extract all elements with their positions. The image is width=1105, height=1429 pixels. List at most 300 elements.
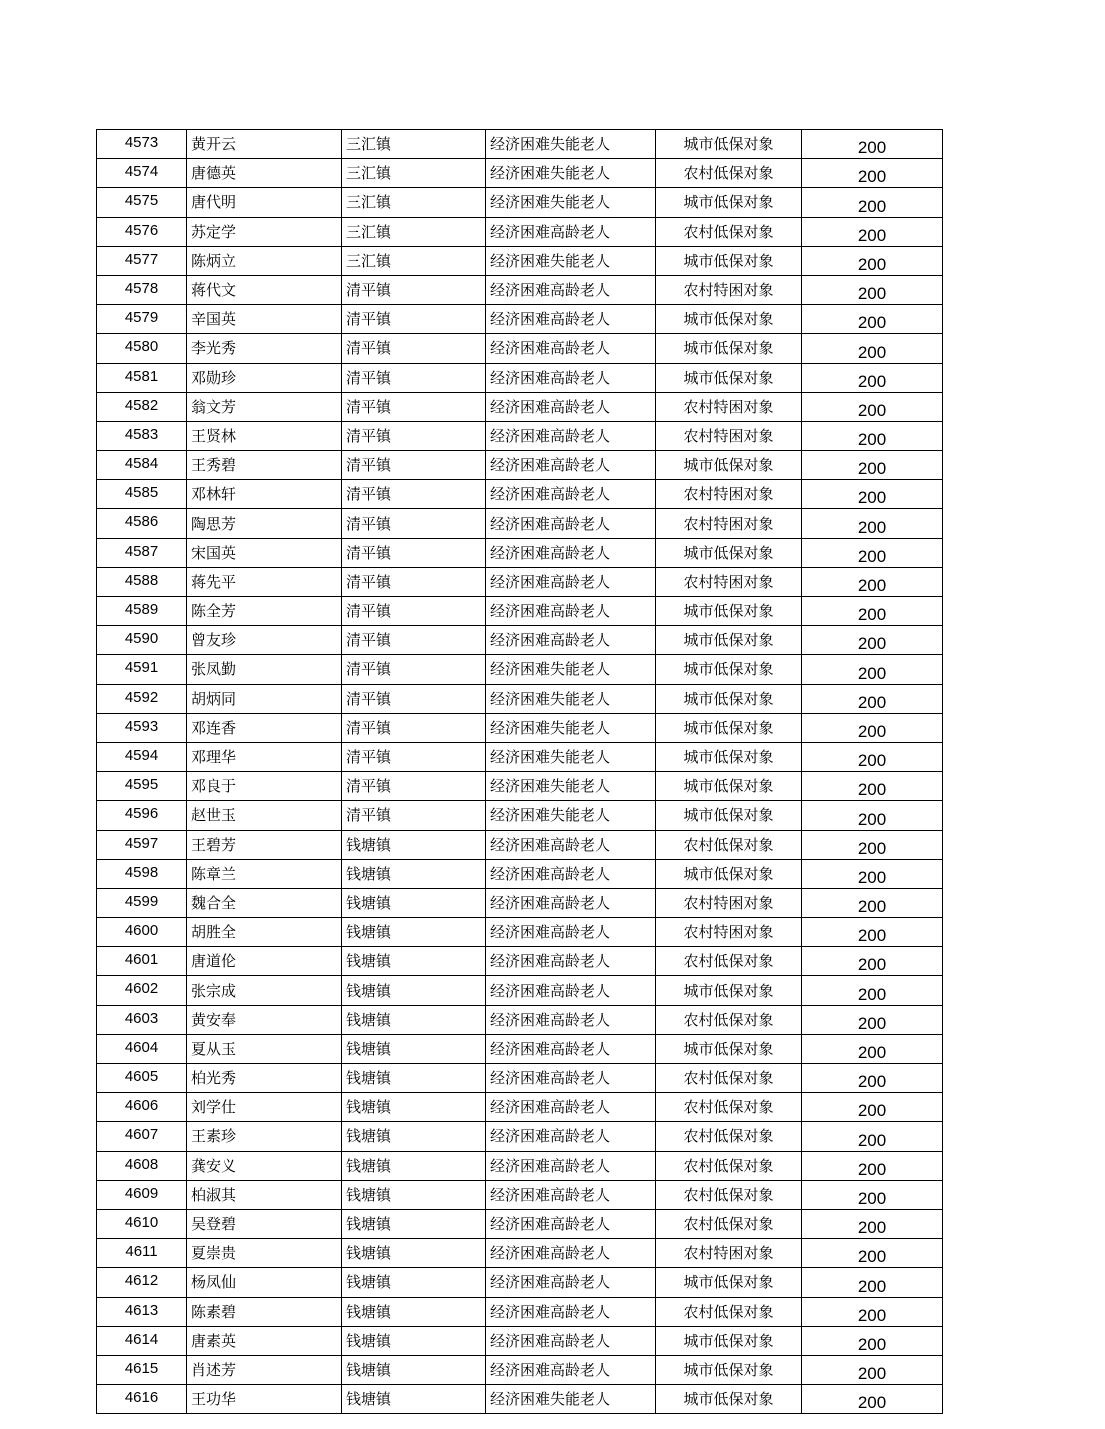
category-cell: 经济困难失能老人 bbox=[486, 801, 656, 830]
amount-cell: 200 bbox=[802, 334, 943, 363]
table-row bbox=[97, 1355, 943, 1384]
amount-cell: 200 bbox=[802, 918, 943, 947]
serial-number-cell: 4573 bbox=[97, 130, 187, 159]
amount-cell: 200 bbox=[802, 305, 943, 334]
town-cell: 钱塘镇 bbox=[342, 1297, 486, 1326]
table-row bbox=[97, 1326, 943, 1355]
recipient-type-cell: 农村特困对象 bbox=[656, 918, 802, 947]
serial-number-cell: 4586 bbox=[97, 509, 187, 538]
category-cell: 经济困难高龄老人 bbox=[486, 480, 656, 509]
serial-number-cell: 4599 bbox=[97, 888, 187, 917]
serial-number-cell: 4607 bbox=[97, 1122, 187, 1151]
category-cell: 经济困难高龄老人 bbox=[486, 1005, 656, 1034]
serial-number-cell: 4574 bbox=[97, 159, 187, 188]
serial-number-cell: 4584 bbox=[97, 451, 187, 480]
recipient-type-cell: 农村特困对象 bbox=[656, 392, 802, 421]
amount-cell: 200 bbox=[802, 742, 943, 771]
recipient-type-cell: 城市低保对象 bbox=[656, 684, 802, 713]
recipient-type-cell: 城市低保对象 bbox=[656, 976, 802, 1005]
recipient-type-cell: 城市低保对象 bbox=[656, 451, 802, 480]
town-cell: 三汇镇 bbox=[342, 188, 486, 217]
serial-number-cell: 4591 bbox=[97, 655, 187, 684]
recipient-type-cell: 农村低保对象 bbox=[656, 947, 802, 976]
name-cell: 辛国英 bbox=[187, 305, 342, 334]
category-cell: 经济困难失能老人 bbox=[486, 159, 656, 188]
name-cell: 陈全芳 bbox=[187, 597, 342, 626]
serial-number-cell: 4609 bbox=[97, 1180, 187, 1209]
town-cell: 钱塘镇 bbox=[342, 1151, 486, 1180]
town-cell: 钱塘镇 bbox=[342, 1385, 486, 1414]
town-cell: 清平镇 bbox=[342, 626, 486, 655]
table-row bbox=[97, 509, 943, 538]
name-cell: 王素珍 bbox=[187, 1122, 342, 1151]
subsidy-table bbox=[96, 129, 943, 1414]
town-cell: 清平镇 bbox=[342, 684, 486, 713]
category-cell: 经济困难高龄老人 bbox=[486, 1209, 656, 1238]
amount-cell: 200 bbox=[802, 976, 943, 1005]
amount-cell: 200 bbox=[802, 859, 943, 888]
category-cell: 经济困难高龄老人 bbox=[486, 1297, 656, 1326]
name-cell: 王秀碧 bbox=[187, 451, 342, 480]
name-cell: 蒋代文 bbox=[187, 275, 342, 304]
name-cell: 唐素英 bbox=[187, 1326, 342, 1355]
category-cell: 经济困难高龄老人 bbox=[486, 1180, 656, 1209]
name-cell: 邓连香 bbox=[187, 713, 342, 742]
town-cell: 钱塘镇 bbox=[342, 1064, 486, 1093]
category-cell: 经济困难高龄老人 bbox=[486, 918, 656, 947]
category-cell: 经济困难失能老人 bbox=[486, 188, 656, 217]
category-cell: 经济困难高龄老人 bbox=[486, 1122, 656, 1151]
name-cell: 翁文芳 bbox=[187, 392, 342, 421]
serial-number-cell: 4580 bbox=[97, 334, 187, 363]
amount-cell: 200 bbox=[802, 1239, 943, 1268]
recipient-type-cell: 农村低保对象 bbox=[656, 1064, 802, 1093]
serial-number-cell: 4597 bbox=[97, 830, 187, 859]
table-row bbox=[97, 275, 943, 304]
town-cell: 清平镇 bbox=[342, 713, 486, 742]
amount-cell: 200 bbox=[802, 626, 943, 655]
table-row bbox=[97, 1385, 943, 1414]
serial-number-cell: 4616 bbox=[97, 1385, 187, 1414]
recipient-type-cell: 农村特困对象 bbox=[656, 275, 802, 304]
name-cell: 宋国英 bbox=[187, 538, 342, 567]
table-row bbox=[97, 1268, 943, 1297]
recipient-type-cell: 农村特困对象 bbox=[656, 888, 802, 917]
amount-cell: 200 bbox=[802, 567, 943, 596]
serial-number-cell: 4579 bbox=[97, 305, 187, 334]
name-cell: 唐道伦 bbox=[187, 947, 342, 976]
recipient-type-cell: 城市低保对象 bbox=[656, 334, 802, 363]
table-row bbox=[97, 246, 943, 275]
recipient-type-cell: 农村低保对象 bbox=[656, 159, 802, 188]
table-row bbox=[97, 742, 943, 771]
category-cell: 经济困难高龄老人 bbox=[486, 421, 656, 450]
amount-cell: 200 bbox=[802, 159, 943, 188]
serial-number-cell: 4576 bbox=[97, 217, 187, 246]
amount-cell: 200 bbox=[802, 421, 943, 450]
amount-cell: 200 bbox=[802, 217, 943, 246]
town-cell: 钱塘镇 bbox=[342, 976, 486, 1005]
table-row bbox=[97, 451, 943, 480]
category-cell: 经济困难失能老人 bbox=[486, 1385, 656, 1414]
serial-number-cell: 4600 bbox=[97, 918, 187, 947]
name-cell: 胡胜全 bbox=[187, 918, 342, 947]
amount-cell: 200 bbox=[802, 888, 943, 917]
town-cell: 钱塘镇 bbox=[342, 1268, 486, 1297]
table-row bbox=[97, 1209, 943, 1238]
amount-cell: 200 bbox=[802, 1093, 943, 1122]
town-cell: 清平镇 bbox=[342, 451, 486, 480]
recipient-type-cell: 农村低保对象 bbox=[656, 1005, 802, 1034]
serial-number-cell: 4587 bbox=[97, 538, 187, 567]
name-cell: 曾友珍 bbox=[187, 626, 342, 655]
amount-cell: 200 bbox=[802, 684, 943, 713]
amount-cell: 200 bbox=[802, 1064, 943, 1093]
name-cell: 夏崇贵 bbox=[187, 1239, 342, 1268]
name-cell: 陈素碧 bbox=[187, 1297, 342, 1326]
category-cell: 经济困难高龄老人 bbox=[486, 1355, 656, 1384]
category-cell: 经济困难高龄老人 bbox=[486, 976, 656, 1005]
recipient-type-cell: 城市低保对象 bbox=[656, 246, 802, 275]
serial-number-cell: 4589 bbox=[97, 597, 187, 626]
category-cell: 经济困难高龄老人 bbox=[486, 1268, 656, 1297]
town-cell: 清平镇 bbox=[342, 363, 486, 392]
category-cell: 经济困难失能老人 bbox=[486, 246, 656, 275]
category-cell: 经济困难高龄老人 bbox=[486, 275, 656, 304]
recipient-type-cell: 城市低保对象 bbox=[656, 859, 802, 888]
category-cell: 经济困难高龄老人 bbox=[486, 947, 656, 976]
amount-cell: 200 bbox=[802, 1122, 943, 1151]
name-cell: 邓林轩 bbox=[187, 480, 342, 509]
recipient-type-cell: 城市低保对象 bbox=[656, 1385, 802, 1414]
recipient-type-cell: 农村特困对象 bbox=[656, 480, 802, 509]
name-cell: 唐德英 bbox=[187, 159, 342, 188]
serial-number-cell: 4592 bbox=[97, 684, 187, 713]
amount-cell: 200 bbox=[802, 772, 943, 801]
recipient-type-cell: 农村低保对象 bbox=[656, 1122, 802, 1151]
name-cell: 柏淑其 bbox=[187, 1180, 342, 1209]
serial-number-cell: 4606 bbox=[97, 1093, 187, 1122]
name-cell: 邓勋珍 bbox=[187, 363, 342, 392]
table-row bbox=[97, 305, 943, 334]
table-row bbox=[97, 684, 943, 713]
table-row bbox=[97, 480, 943, 509]
table-row bbox=[97, 392, 943, 421]
table-row bbox=[97, 1005, 943, 1034]
amount-cell: 200 bbox=[802, 713, 943, 742]
recipient-type-cell: 农村特困对象 bbox=[656, 1239, 802, 1268]
serial-number-cell: 4575 bbox=[97, 188, 187, 217]
category-cell: 经济困难高龄老人 bbox=[486, 1326, 656, 1355]
recipient-type-cell: 城市低保对象 bbox=[656, 1034, 802, 1063]
serial-number-cell: 4594 bbox=[97, 742, 187, 771]
name-cell: 刘学仕 bbox=[187, 1093, 342, 1122]
recipient-type-cell: 农村低保对象 bbox=[656, 1209, 802, 1238]
category-cell: 经济困难高龄老人 bbox=[486, 1034, 656, 1063]
recipient-type-cell: 城市低保对象 bbox=[656, 538, 802, 567]
table-row bbox=[97, 801, 943, 830]
town-cell: 清平镇 bbox=[342, 509, 486, 538]
amount-cell: 200 bbox=[802, 480, 943, 509]
town-cell: 三汇镇 bbox=[342, 217, 486, 246]
category-cell: 经济困难高龄老人 bbox=[486, 830, 656, 859]
amount-cell: 200 bbox=[802, 801, 943, 830]
amount-cell: 200 bbox=[802, 275, 943, 304]
recipient-type-cell: 农村特困对象 bbox=[656, 509, 802, 538]
serial-number-cell: 4578 bbox=[97, 275, 187, 304]
town-cell: 钱塘镇 bbox=[342, 918, 486, 947]
name-cell: 杨凤仙 bbox=[187, 1268, 342, 1297]
town-cell: 钱塘镇 bbox=[342, 830, 486, 859]
amount-cell: 200 bbox=[802, 830, 943, 859]
category-cell: 经济困难失能老人 bbox=[486, 130, 656, 159]
table-row bbox=[97, 772, 943, 801]
category-cell: 经济困难高龄老人 bbox=[486, 626, 656, 655]
recipient-type-cell: 农村低保对象 bbox=[656, 1180, 802, 1209]
amount-cell: 200 bbox=[802, 1180, 943, 1209]
serial-number-cell: 4614 bbox=[97, 1326, 187, 1355]
name-cell: 张凤勤 bbox=[187, 655, 342, 684]
table-row bbox=[97, 597, 943, 626]
amount-cell: 200 bbox=[802, 392, 943, 421]
name-cell: 吴登碧 bbox=[187, 1209, 342, 1238]
name-cell: 柏光秀 bbox=[187, 1064, 342, 1093]
town-cell: 钱塘镇 bbox=[342, 1209, 486, 1238]
table-row bbox=[97, 1151, 943, 1180]
serial-number-cell: 4598 bbox=[97, 859, 187, 888]
recipient-type-cell: 城市低保对象 bbox=[656, 1268, 802, 1297]
town-cell: 清平镇 bbox=[342, 655, 486, 684]
name-cell: 魏合全 bbox=[187, 888, 342, 917]
serial-number-cell: 4593 bbox=[97, 713, 187, 742]
recipient-type-cell: 城市低保对象 bbox=[656, 772, 802, 801]
recipient-type-cell: 城市低保对象 bbox=[656, 363, 802, 392]
town-cell: 清平镇 bbox=[342, 275, 486, 304]
subsidy-table-body bbox=[97, 130, 943, 1414]
recipient-type-cell: 城市低保对象 bbox=[656, 1326, 802, 1355]
amount-cell: 200 bbox=[802, 1326, 943, 1355]
amount-cell: 200 bbox=[802, 1151, 943, 1180]
amount-cell: 200 bbox=[802, 363, 943, 392]
category-cell: 经济困难高龄老人 bbox=[486, 1239, 656, 1268]
amount-cell: 200 bbox=[802, 1385, 943, 1414]
serial-number-cell: 4581 bbox=[97, 363, 187, 392]
serial-number-cell: 4615 bbox=[97, 1355, 187, 1384]
category-cell: 经济困难高龄老人 bbox=[486, 1093, 656, 1122]
table-row bbox=[97, 918, 943, 947]
table-row bbox=[97, 1034, 943, 1063]
name-cell: 王贤林 bbox=[187, 421, 342, 450]
amount-cell: 200 bbox=[802, 597, 943, 626]
name-cell: 王功华 bbox=[187, 1385, 342, 1414]
town-cell: 三汇镇 bbox=[342, 246, 486, 275]
category-cell: 经济困难高龄老人 bbox=[486, 567, 656, 596]
recipient-type-cell: 城市低保对象 bbox=[656, 1355, 802, 1384]
serial-number-cell: 4590 bbox=[97, 626, 187, 655]
name-cell: 黄安奉 bbox=[187, 1005, 342, 1034]
table-row bbox=[97, 1093, 943, 1122]
serial-number-cell: 4611 bbox=[97, 1239, 187, 1268]
name-cell: 邓理华 bbox=[187, 742, 342, 771]
serial-number-cell: 4596 bbox=[97, 801, 187, 830]
amount-cell: 200 bbox=[802, 1209, 943, 1238]
town-cell: 清平镇 bbox=[342, 334, 486, 363]
table-row bbox=[97, 713, 943, 742]
table-row bbox=[97, 859, 943, 888]
name-cell: 苏定学 bbox=[187, 217, 342, 246]
serial-number-cell: 4588 bbox=[97, 567, 187, 596]
category-cell: 经济困难高龄老人 bbox=[486, 859, 656, 888]
recipient-type-cell: 城市低保对象 bbox=[656, 742, 802, 771]
town-cell: 清平镇 bbox=[342, 772, 486, 801]
town-cell: 清平镇 bbox=[342, 480, 486, 509]
serial-number-cell: 4604 bbox=[97, 1034, 187, 1063]
town-cell: 钱塘镇 bbox=[342, 1180, 486, 1209]
amount-cell: 200 bbox=[802, 947, 943, 976]
category-cell: 经济困难高龄老人 bbox=[486, 392, 656, 421]
serial-number-cell: 4583 bbox=[97, 421, 187, 450]
name-cell: 夏从玉 bbox=[187, 1034, 342, 1063]
recipient-type-cell: 城市低保对象 bbox=[656, 188, 802, 217]
table-row bbox=[97, 567, 943, 596]
serial-number-cell: 4613 bbox=[97, 1297, 187, 1326]
recipient-type-cell: 城市低保对象 bbox=[656, 801, 802, 830]
category-cell: 经济困难高龄老人 bbox=[486, 363, 656, 392]
name-cell: 张宗成 bbox=[187, 976, 342, 1005]
table-row bbox=[97, 217, 943, 246]
category-cell: 经济困难高龄老人 bbox=[486, 509, 656, 538]
town-cell: 钱塘镇 bbox=[342, 1239, 486, 1268]
name-cell: 黄开云 bbox=[187, 130, 342, 159]
serial-number-cell: 4603 bbox=[97, 1005, 187, 1034]
amount-cell: 200 bbox=[802, 1034, 943, 1063]
recipient-type-cell: 农村低保对象 bbox=[656, 1297, 802, 1326]
serial-number-cell: 4582 bbox=[97, 392, 187, 421]
table-row bbox=[97, 626, 943, 655]
town-cell: 清平镇 bbox=[342, 392, 486, 421]
town-cell: 清平镇 bbox=[342, 801, 486, 830]
category-cell: 经济困难高龄老人 bbox=[486, 451, 656, 480]
name-cell: 陶思芳 bbox=[187, 509, 342, 538]
recipient-type-cell: 城市低保对象 bbox=[656, 626, 802, 655]
serial-number-cell: 4602 bbox=[97, 976, 187, 1005]
name-cell: 龚安义 bbox=[187, 1151, 342, 1180]
table-row bbox=[97, 130, 943, 159]
amount-cell: 200 bbox=[802, 246, 943, 275]
amount-cell: 200 bbox=[802, 538, 943, 567]
serial-number-cell: 4601 bbox=[97, 947, 187, 976]
category-cell: 经济困难失能老人 bbox=[486, 684, 656, 713]
amount-cell: 200 bbox=[802, 1297, 943, 1326]
recipient-type-cell: 城市低保对象 bbox=[656, 130, 802, 159]
table-row bbox=[97, 188, 943, 217]
town-cell: 三汇镇 bbox=[342, 159, 486, 188]
table-row bbox=[97, 888, 943, 917]
serial-number-cell: 4610 bbox=[97, 1209, 187, 1238]
category-cell: 经济困难高龄老人 bbox=[486, 334, 656, 363]
recipient-type-cell: 城市低保对象 bbox=[656, 655, 802, 684]
town-cell: 清平镇 bbox=[342, 597, 486, 626]
amount-cell: 200 bbox=[802, 1355, 943, 1384]
recipient-type-cell: 城市低保对象 bbox=[656, 713, 802, 742]
amount-cell: 200 bbox=[802, 509, 943, 538]
town-cell: 清平镇 bbox=[342, 538, 486, 567]
name-cell: 陈炳立 bbox=[187, 246, 342, 275]
town-cell: 钱塘镇 bbox=[342, 1355, 486, 1384]
category-cell: 经济困难失能老人 bbox=[486, 713, 656, 742]
serial-number-cell: 4585 bbox=[97, 480, 187, 509]
town-cell: 钱塘镇 bbox=[342, 1122, 486, 1151]
amount-cell: 200 bbox=[802, 188, 943, 217]
serial-number-cell: 4595 bbox=[97, 772, 187, 801]
category-cell: 经济困难高龄老人 bbox=[486, 1151, 656, 1180]
name-cell: 胡炳同 bbox=[187, 684, 342, 713]
category-cell: 经济困难高龄老人 bbox=[486, 305, 656, 334]
category-cell: 经济困难高龄老人 bbox=[486, 538, 656, 567]
recipient-type-cell: 农村特困对象 bbox=[656, 567, 802, 596]
serial-number-cell: 4605 bbox=[97, 1064, 187, 1093]
category-cell: 经济困难失能老人 bbox=[486, 772, 656, 801]
serial-number-cell: 4608 bbox=[97, 1151, 187, 1180]
town-cell: 清平镇 bbox=[342, 305, 486, 334]
category-cell: 经济困难高龄老人 bbox=[486, 1064, 656, 1093]
table-row bbox=[97, 363, 943, 392]
town-cell: 钱塘镇 bbox=[342, 1034, 486, 1063]
recipient-type-cell: 城市低保对象 bbox=[656, 597, 802, 626]
town-cell: 钱塘镇 bbox=[342, 1005, 486, 1034]
recipient-type-cell: 农村低保对象 bbox=[656, 1093, 802, 1122]
name-cell: 邓良于 bbox=[187, 772, 342, 801]
table-row bbox=[97, 1122, 943, 1151]
table-row bbox=[97, 1239, 943, 1268]
recipient-type-cell: 农村特困对象 bbox=[656, 421, 802, 450]
category-cell: 经济困难失能老人 bbox=[486, 742, 656, 771]
town-cell: 三汇镇 bbox=[342, 130, 486, 159]
town-cell: 清平镇 bbox=[342, 421, 486, 450]
category-cell: 经济困难高龄老人 bbox=[486, 597, 656, 626]
table-row bbox=[97, 655, 943, 684]
name-cell: 赵世玉 bbox=[187, 801, 342, 830]
table-row bbox=[97, 1064, 943, 1093]
town-cell: 钱塘镇 bbox=[342, 888, 486, 917]
table-row bbox=[97, 1180, 943, 1209]
name-cell: 唐代明 bbox=[187, 188, 342, 217]
town-cell: 钱塘镇 bbox=[342, 859, 486, 888]
name-cell: 王碧芳 bbox=[187, 830, 342, 859]
name-cell: 陈章兰 bbox=[187, 859, 342, 888]
name-cell: 李光秀 bbox=[187, 334, 342, 363]
amount-cell: 200 bbox=[802, 1268, 943, 1297]
serial-number-cell: 4612 bbox=[97, 1268, 187, 1297]
amount-cell: 200 bbox=[802, 130, 943, 159]
table-row bbox=[97, 830, 943, 859]
table-row bbox=[97, 947, 943, 976]
category-cell: 经济困难失能老人 bbox=[486, 655, 656, 684]
serial-number-cell: 4577 bbox=[97, 246, 187, 275]
town-cell: 钱塘镇 bbox=[342, 947, 486, 976]
category-cell: 经济困难高龄老人 bbox=[486, 217, 656, 246]
recipient-type-cell: 城市低保对象 bbox=[656, 305, 802, 334]
town-cell: 钱塘镇 bbox=[342, 1093, 486, 1122]
recipient-type-cell: 农村低保对象 bbox=[656, 830, 802, 859]
table-row bbox=[97, 159, 943, 188]
table-row bbox=[97, 421, 943, 450]
table-row bbox=[97, 1297, 943, 1326]
town-cell: 钱塘镇 bbox=[342, 1326, 486, 1355]
category-cell: 经济困难高龄老人 bbox=[486, 888, 656, 917]
amount-cell: 200 bbox=[802, 655, 943, 684]
amount-cell: 200 bbox=[802, 1005, 943, 1034]
